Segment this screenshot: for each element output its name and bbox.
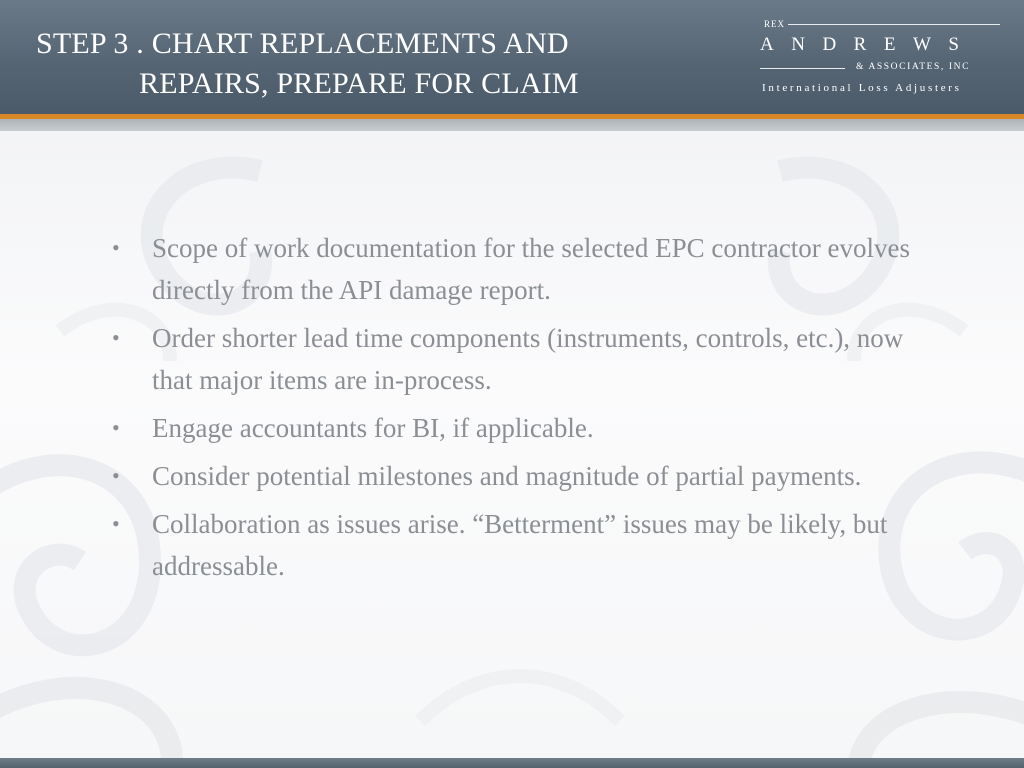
bullet-text: Order shorter lead time components (instruments, controls, etc.), now that major items are in-process. [152,323,904,395]
slide-body [0,131,1024,758]
company-logo [760,16,1002,100]
slide-header [0,0,1024,114]
bullet-text: Scope of work documentation for the selected EPC contractor evolves directly from the API damage report. [152,233,911,305]
list-item [112,317,922,401]
header-shadow-rule [0,119,1024,131]
list-item [112,503,922,587]
logo-associates-text: & ASSOCIATES, INC [856,62,971,72]
slide-title-line-2: REPAIRS, PREPARE FOR CLAIM [139,67,579,100]
bullet-marker: • [112,511,120,536]
list-item [112,455,922,497]
logo-name-text: ANDREWS [760,34,977,55]
bullet-marker: • [112,325,120,350]
bullet-text: Engage accountants for BI, if applicable. [152,413,594,443]
list-item [112,227,922,311]
slide-footer-bar [0,758,1024,768]
bullet-marker: • [112,415,120,440]
logo-rex-text: REX [764,19,785,29]
bullet-marker: • [112,235,120,260]
slide-title-line-1: STEP 3 . CHART REPLACEMENTS AND [36,27,569,60]
logo-tagline: International Loss Adjusters [762,82,962,94]
bullet-list [112,227,922,593]
logo-top-rule [788,24,1000,25]
bullet-text: Collaboration as issues arise. “Betterment” issues may be likely, but addressable. [152,509,888,581]
logo-middle-rule [760,68,845,69]
list-item [112,407,922,449]
bullet-text: Consider potential milestones and magnitude of partial payments. [152,461,862,491]
bullet-marker: • [112,463,120,488]
slide-title [0,24,660,104]
